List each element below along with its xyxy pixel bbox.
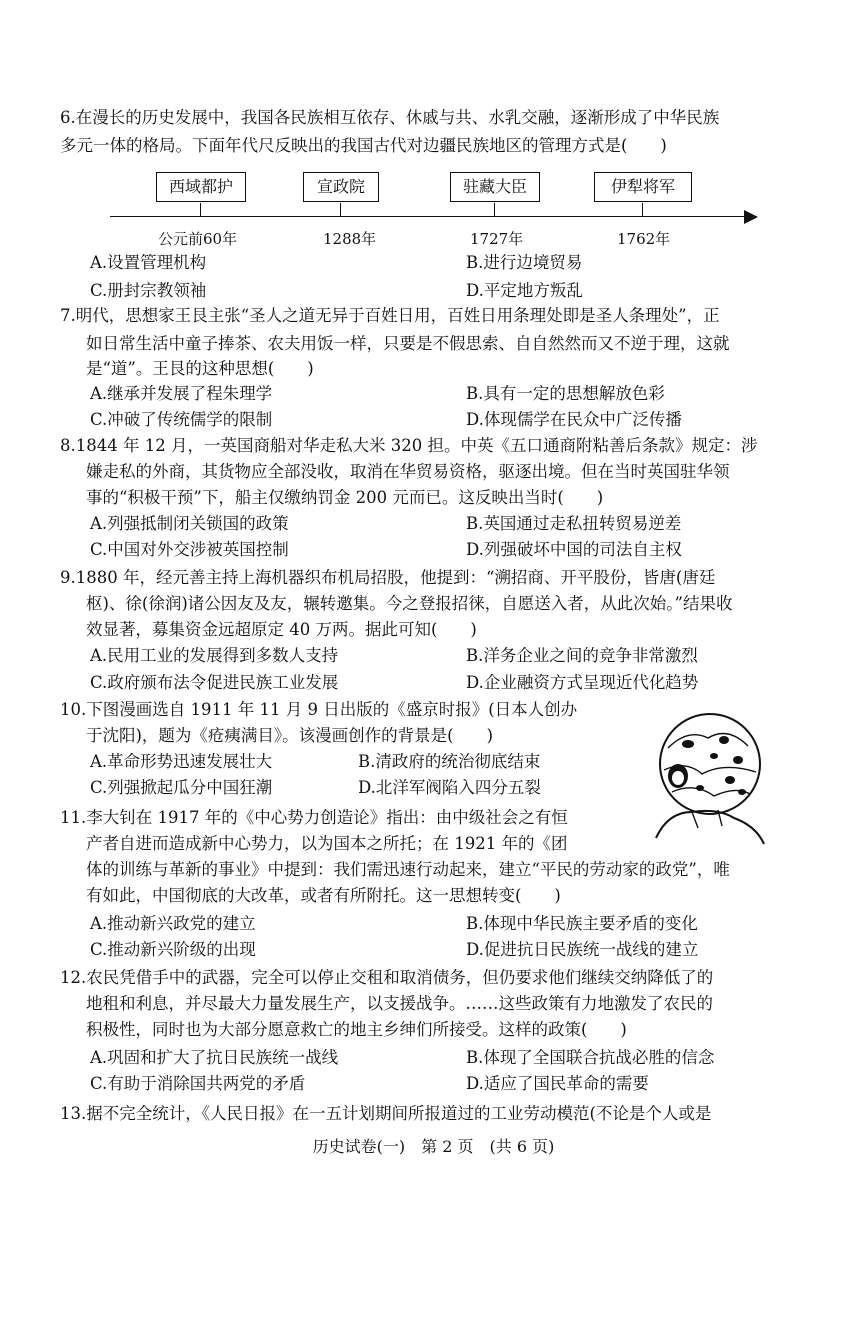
- q9-option-b: B.洋务企业之间的竞争非常激烈: [466, 646, 698, 665]
- q11-option-c: C.推动新兴阶级的出现: [90, 940, 256, 959]
- cartoon-image: [638, 708, 776, 846]
- q8-stem-line1: 8.1844 年 12 月，一英国商船对华走私大米 320 担。中英《五口通商附粘善后条款》规定：涉: [60, 436, 758, 455]
- timeline-label-1: 西域都护: [156, 172, 246, 202]
- q8-option-a: A.列强抵制闭关锁国的政策: [90, 514, 289, 533]
- q10-option-a: A.革命形势迅速发展壮大: [90, 752, 273, 771]
- q6-option-d: D.平定地方叛乱: [466, 281, 583, 300]
- q12-option-a: A.巩固和扩大了抗日民族统一战线: [90, 1048, 339, 1067]
- q9-option-a: A.民用工业的发展得到多数人支持: [90, 646, 339, 665]
- q13-stem-line1: 13.据不完全统计，《人民日报》在一五计划期间所报道过的工业劳动模范(不论是个人或是: [60, 1104, 712, 1123]
- q7-option-a: A.继承并发展了程朱理学: [90, 384, 273, 403]
- q6-option-b: B.进行边境贸易: [466, 253, 583, 272]
- q11-option-d: D.促进抗日民族统一战线的建立: [466, 940, 699, 959]
- timeline-year-4: 1762年: [617, 230, 671, 248]
- timeline-axis: [110, 216, 748, 217]
- q9-stem-line3: 效显著，募集资金远超原定 40 万两。据此可知( ): [86, 620, 477, 639]
- q9-stem-line1: 9.1880 年，经元善主持上海机器织布机局招股，他提到：“溯招商、开平股份，皆唐(唐廷: [60, 568, 716, 587]
- q10-stem-line2: 于沈阳)，题为《疮痍满目》。该漫画创作的背景是( ): [86, 726, 494, 745]
- q11-stem-line4: 有如此，中国彻底的大改革，或者有所附托。这一思想转变( ): [86, 886, 561, 905]
- timeline-label-2: 宣政院: [303, 172, 379, 202]
- timeline-tick: [200, 203, 201, 217]
- q11-option-a: A.推动新兴政党的建立: [90, 914, 256, 933]
- q7-stem-line1: 7.明代，思想家王艮主张“圣人之道无异于百姓日用，百姓日用条理处即是圣人条理处”，正: [60, 306, 720, 325]
- q7-option-c: C.冲破了传统儒学的限制: [90, 410, 273, 429]
- q6-option-c: C.册封宗教领袖: [90, 281, 207, 300]
- timeline-year-3: 1727年: [470, 230, 524, 248]
- timeline-label-4: 伊犁将军: [594, 172, 692, 202]
- q12-option-c: C.有助于消除国共两党的矛盾: [90, 1074, 306, 1093]
- q10-stem-line1: 10.下图漫画选自 1911 年 11 月 9 日出版的《盛京时报》(日本人创办: [60, 700, 578, 719]
- q10-option-c: C.列强掀起瓜分中国狂潮: [90, 778, 273, 797]
- q9-option-d: D.企业融资方式呈现近代化趋势: [466, 673, 699, 692]
- timeline-arrow-icon: [744, 210, 758, 224]
- q12-option-d: D.适应了国民革命的需要: [466, 1074, 649, 1093]
- q11-stem-line3: 体的训练与革新的事业》中提到：我们需迅速行动起来，建立“平民的劳动家的政党”，唯: [86, 860, 730, 879]
- q6-option-a: A.设置管理机构: [90, 253, 207, 272]
- q10-option-b: B.清政府的统治彻底结束: [358, 752, 541, 771]
- q7-option-b: B.具有一定的思想解放色彩: [466, 384, 665, 403]
- q12-stem-line1: 12.农民凭借手中的武器，完全可以停止交租和取消债务，但仍要求他们继续交纳降低了的: [60, 968, 714, 987]
- page-footer: 历史试卷(一) 第 2 页 (共 6 页): [312, 1137, 555, 1156]
- q8-option-d: D.列强破坏中国的司法自主权: [466, 540, 682, 559]
- timeline-tick: [494, 203, 495, 217]
- q11-option-b: B.体现中华民族主要矛盾的变化: [466, 914, 698, 933]
- q9-option-c: C.政府颁布法令促进民族工业发展: [90, 673, 339, 692]
- timeline-tick: [642, 203, 643, 217]
- q8-stem-line3: 事的“积极干预”下，船主仅缴纳罚金 200 元而已。这反映出当时( ): [86, 488, 604, 507]
- q8-option-b: B.英国通过走私扭转贸易逆差: [466, 514, 682, 533]
- q7-option-d: D.体现儒学在民众中广泛传播: [466, 410, 682, 429]
- q11-stem-line1: 11.李大钊在 1917 年的《中心势力创造论》指出：由中级社会之有恒: [60, 808, 568, 827]
- q7-stem-line2: 如日常生活中童子捧茶、农夫用饭一样，只要是不假思索、自自然然而又不逆于理，这就: [86, 334, 730, 353]
- q12-stem-line2: 地租和利息，并尽最大力量发展生产，以支援战争。……这些政策有力地激发了农民的: [86, 994, 713, 1013]
- q12-option-b: B.体现了全国联合抗战必胜的信念: [466, 1048, 715, 1067]
- q7-stem-line3: 是“道”。王艮的这种思想( ): [86, 359, 314, 378]
- q8-option-c: C.中国对外交涉被英国控制: [90, 540, 289, 559]
- q12-stem-line3: 积极性，同时也为大部分愿意救亡的地主乡绅们所接受。这样的政策( ): [86, 1020, 627, 1039]
- q9-stem-line2: 枢)、徐(徐润)诸公因友及友，辗转邀集。今之登报招徕，自愿送入者，从此次始。”结果收: [86, 594, 733, 613]
- timeline-tick: [340, 203, 341, 217]
- q6-stem-line1: 6.在漫长的历史发展中，我国各民族相互依存、休戚与共、水乳交融，逐渐形成了中华民族: [60, 108, 720, 127]
- q10-option-d: D.北洋军阀陷入四分五裂: [358, 778, 541, 797]
- q6-stem-line2: 多元一体的格局。下面年代尺反映出的我国古代对边疆民族地区的管理方式是( ): [60, 136, 667, 155]
- q11-stem-line2: 产者自进而造成新中心势力，以为国本之所托；在 1921 年的《团: [86, 834, 568, 853]
- timeline-year-1: 公元前60年: [158, 230, 238, 248]
- timeline-label-3: 驻藏大臣: [450, 172, 540, 202]
- q8-stem-line2: 嫌走私的外商，其货物应全部没收，取消在华贸易资格，驱逐出境。但在当时英国驻华领: [86, 462, 730, 481]
- timeline-year-2: 1288年: [323, 230, 377, 248]
